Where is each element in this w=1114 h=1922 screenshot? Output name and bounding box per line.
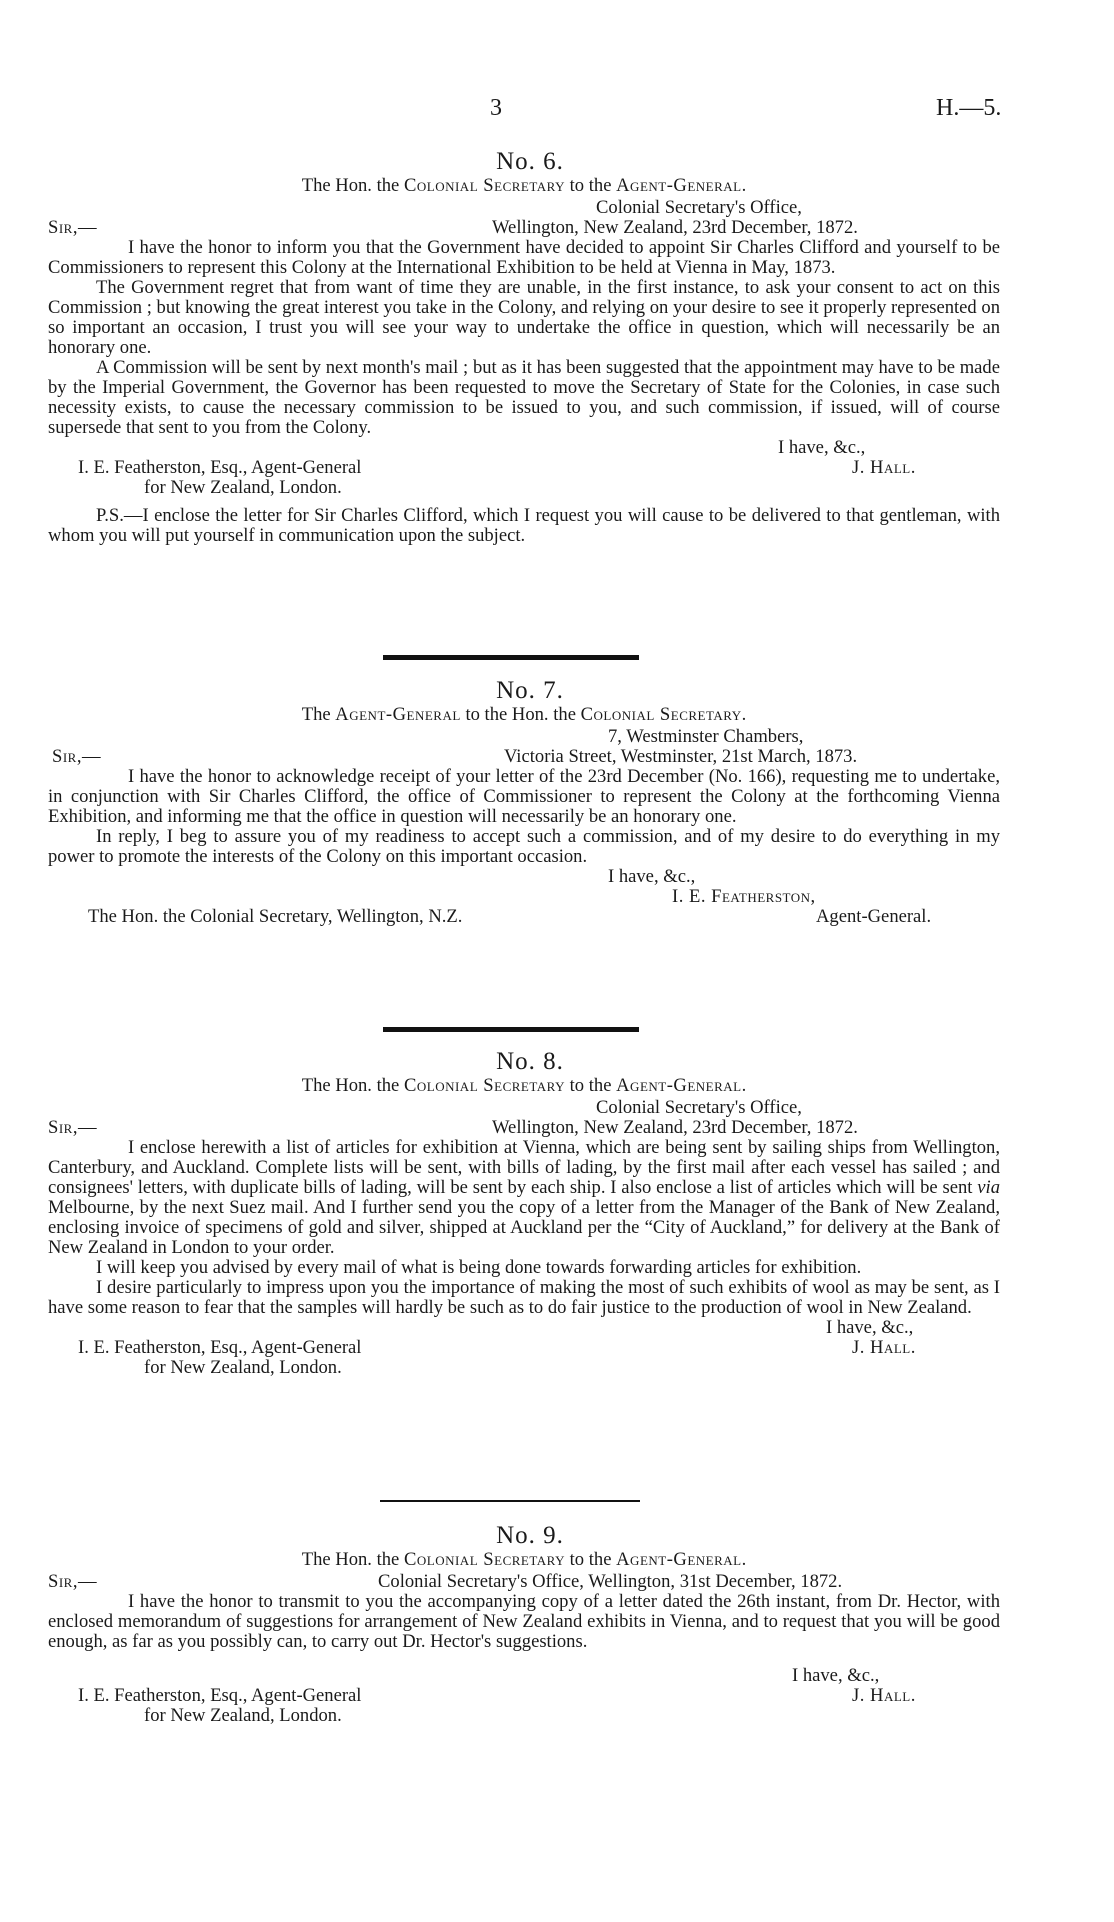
address-line: Colonial Secretary's Office, [596, 197, 802, 218]
recipient: The Hon. the Colonial Secretary, Wellington, N.Z. [88, 906, 463, 927]
recipient: for New Zealand, London. [144, 477, 342, 498]
closing: I have, &c., [792, 1665, 880, 1686]
closing: I have, &c., [778, 437, 866, 458]
address-line: Colonial Secretary's Office, [596, 1097, 802, 1118]
signature-title: Agent-General. [816, 906, 932, 927]
address-line: Colonial Secretary's Office, Wellington, 31st December, 1872. [378, 1571, 843, 1592]
address-line: Wellington, New Zealand, 23rd December, 1872. [492, 217, 858, 238]
letter-route: The Hon. the Colonial Secretary to the Agent-General. [301, 1075, 747, 1096]
paragraph: I enclose herewith a list of articles for exhibition at Vienna, which are being sent by sailing ships from Wellington, Canterbury, and Auckland. Complete lists will be sent, with bills of lading, by the first mail after each vessel has sailed ; and consignees' letters, with duplicate bills of lading, will be sent by each ship. I also enclose a list of articles which will be sent via Melbourne, by the next Suez mail. And I further send you the copy of a letter from the Manager of the Bank of New Zealand, enclosing invoice of specimens of gold and silver, shipped at Auckland per the “City of Auckland,” for delivery at the Bank of New Zealand in London to your order. [48, 1137, 1000, 1258]
recipient: I. E. Featherston, Esq., Agent-General [78, 1337, 362, 1358]
paragraph: In reply, I beg to assure you of my readiness to accept such a commission, and of my desire to do everything in my power to promote the interests of the Colony on this important occasion. [48, 826, 1000, 867]
closing-row [48, 1318, 1000, 1338]
recipient-row [48, 907, 1000, 927]
page-number: 3 [490, 95, 502, 121]
recipient-row [48, 1338, 1000, 1358]
salutation-row [48, 1118, 1000, 1138]
salutation-row [48, 747, 1000, 767]
letter-no-8 [48, 1048, 1000, 1378]
section-divider [380, 1500, 640, 1502]
recipient: I. E. Featherston, Esq., Agent-General [78, 457, 362, 478]
signature-row [48, 887, 1000, 907]
letter-no-7 [48, 677, 1000, 927]
paragraph: I desire particularly to impress upon you the importance of making the most of such exhibits of wool as may be sent, as I have some reason to fear that the samples will hardly be such as to do fair justice to the production of wool in New Zealand. [48, 1277, 1000, 1318]
signature: J. Hall. [852, 457, 916, 478]
recipient-row [48, 1686, 1000, 1706]
section-divider [383, 1027, 639, 1032]
recipient: for New Zealand, London. [144, 1357, 342, 1378]
paragraph: I have the honor to acknowledge receipt of your letter of the 23rd December (No. 166), requesting me to undertake, in conjunction with Sir Charles Clifford, the office of Commissioner to represent the Colony at the forthcoming Vienna Exhibition, and informing me that the office in question will necessarily be an honorary one. [48, 766, 1000, 827]
signature: J. Hall. [852, 1685, 916, 1706]
closing-row [48, 867, 1000, 887]
recipient: I. E. Featherston, Esq., Agent-General [78, 1685, 362, 1706]
closing: I have, &c., [826, 1317, 914, 1338]
closing-row [48, 438, 1000, 458]
letter-number: No. 8. [496, 1048, 564, 1075]
letter-route: The Agent-General to the Hon. the Colonial Secretary. [301, 704, 747, 725]
recipient: for New Zealand, London. [144, 1705, 342, 1726]
paragraph: The Government regret that from want of time they are unable, in the first instance, to ask your consent to act on this Commission ; but knowing the great interest you take in the Colony, and relying on your desire to see it properly represented on so important an occasion, I trust you will see your way to undertake the office in question, which will necessarily be an honorary one. [48, 277, 1000, 358]
paragraph: A Commission will be sent by next month's mail ; but as it has been suggested that the appointment may have to be made by the Imperial Government, the Governor has been requested to move the Secretary of State for the Colonies, in case such necessity exists, to cause the necessary commission to be issued to you, and such commission, if issued, will of course supersede that sent to you from the Colony. [48, 357, 1000, 438]
closing: I have, &c., [608, 866, 696, 887]
salutation: Sir,— [48, 1117, 98, 1138]
salutation-row [48, 1572, 1000, 1592]
letter-route: The Hon. the Colonial Secretary to the Agent-General. [301, 1549, 747, 1570]
salutation: Sir,— [52, 746, 102, 767]
document-reference: H.—5. [936, 95, 1002, 121]
section-divider [383, 655, 639, 660]
recipient-row [48, 458, 1000, 478]
address-line: 7, Westminster Chambers, [608, 726, 804, 747]
letter-no-6 [48, 148, 1000, 546]
paragraph: I will keep you advised by every mail of what is being done towards forwarding articles for exhibition. [96, 1257, 862, 1278]
signature: I. E. Featherston, [672, 886, 816, 907]
closing-row [48, 1666, 1000, 1686]
latin-term: via [977, 1177, 1000, 1198]
salutation: Sir,— [48, 217, 98, 238]
letter-no-9 [48, 1522, 1000, 1726]
signature: J. Hall. [852, 1337, 916, 1358]
address-line: Victoria Street, Westminster, 21st March, 1873. [504, 746, 858, 767]
letter-number: No. 9. [496, 1522, 564, 1549]
letter-number: No. 7. [496, 677, 564, 704]
letter-number: No. 6. [496, 148, 564, 175]
salutation-row [48, 218, 1000, 238]
paragraph: I have the honor to transmit to you the accompanying copy of a letter dated the 26th instant, from Dr. Hector, with enclosed memorandum of suggestions for arrangement of New Zealand exhibits in Vienna, and to request that you will be good enough, as far as you possibly can, to carry out Dr. Hector's suggestions. [48, 1591, 1000, 1652]
salutation: Sir,— [48, 1571, 98, 1592]
letter-route: The Hon. the Colonial Secretary to the Agent-General. [301, 175, 747, 196]
address-line: Wellington, New Zealand, 23rd December, 1872. [492, 1117, 858, 1138]
postscript: P.S.—I enclose the letter for Sir Charles Clifford, which I request you will cause to be delivered to that gentleman, with whom you will put yourself in communication upon the subject. [48, 505, 1000, 546]
paragraph: I have the honor to inform you that the Government have decided to appoint Sir Charles Clifford and yourself to be Commissioners to represent this Colony at the International Exhibition to be held at Vienna in May, 1873. [48, 237, 1000, 278]
